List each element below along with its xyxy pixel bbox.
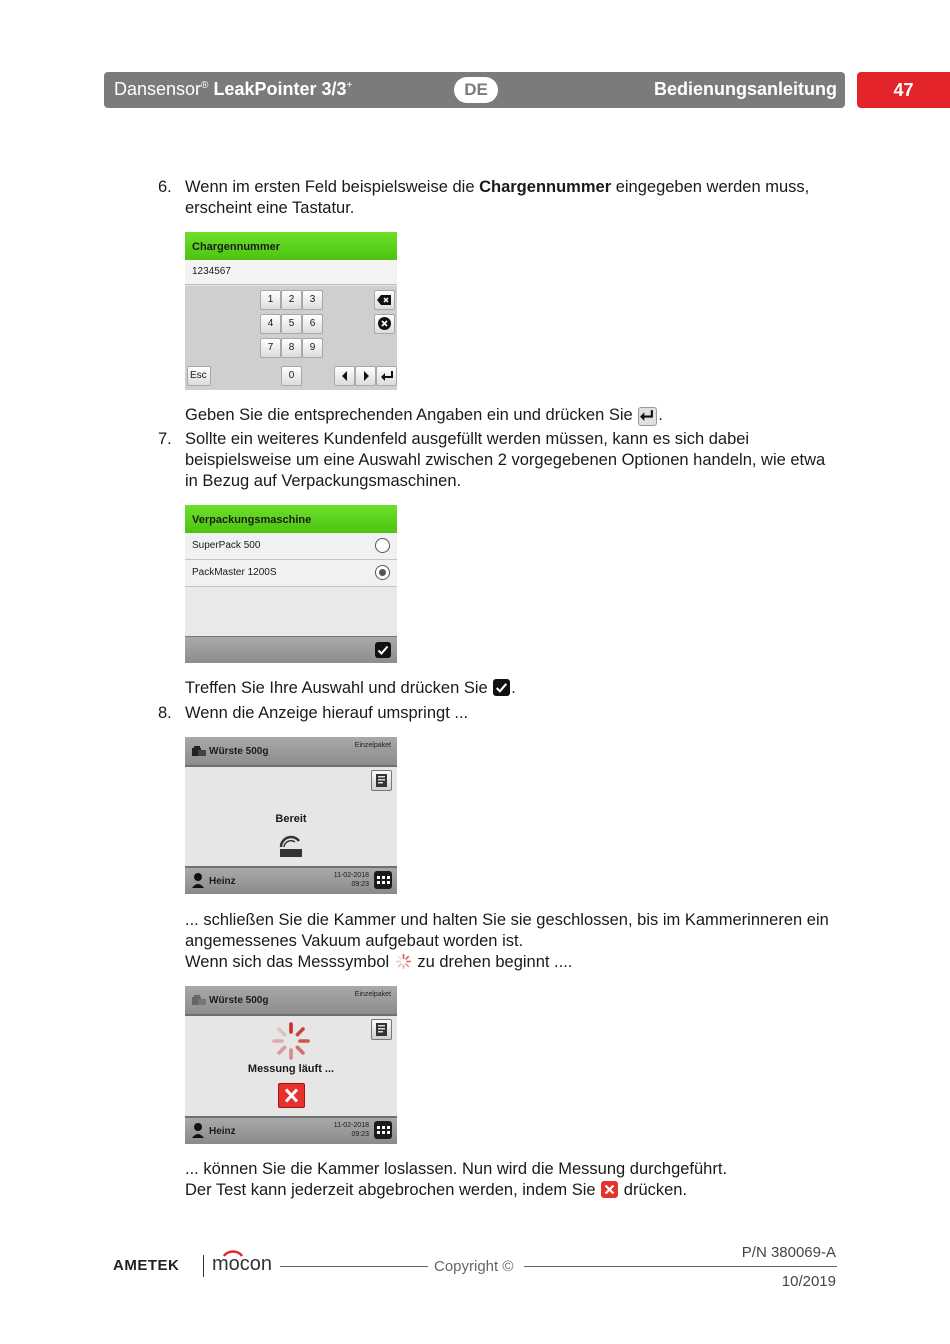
step-6-text-a: Wenn im ersten Feld beispielsweise die bbox=[185, 178, 480, 196]
step-8-after-3b: zu drehen beginnt .... bbox=[412, 953, 573, 971]
cancel-button[interactable] bbox=[278, 1083, 305, 1108]
datetime bbox=[334, 871, 369, 889]
spinner-icon bbox=[271, 1021, 311, 1061]
step-6-bold: Chargennummer bbox=[479, 178, 612, 196]
measuring-screen bbox=[185, 986, 397, 1144]
mocon-arc-icon bbox=[222, 1247, 244, 1257]
step-7-after bbox=[185, 678, 835, 699]
key-8[interactable]: 8 bbox=[281, 338, 302, 358]
step-8-after bbox=[185, 910, 835, 973]
datetime bbox=[334, 1121, 369, 1139]
keyboard-screen bbox=[185, 232, 397, 390]
selection-title: Verpackungsmaschine bbox=[185, 505, 397, 533]
cursor-left-key[interactable] bbox=[334, 366, 355, 386]
enter-icon bbox=[380, 370, 394, 382]
spinner-inline-icon bbox=[395, 953, 412, 970]
package-icon bbox=[191, 745, 207, 757]
status-header bbox=[185, 986, 397, 1016]
step-7-line-3: in Bezug auf Verpackungsmaschinen. bbox=[185, 472, 462, 490]
results-button[interactable] bbox=[371, 770, 392, 791]
ready-screen bbox=[185, 737, 397, 894]
step-6-after bbox=[185, 405, 835, 426]
registered-mark: ® bbox=[201, 80, 209, 91]
document-title: Bedienungsanleitung bbox=[653, 79, 837, 99]
selection-screen bbox=[185, 505, 397, 663]
status-header bbox=[185, 737, 397, 767]
mocon-text: mocon bbox=[212, 1253, 273, 1275]
clear-key[interactable] bbox=[374, 314, 395, 334]
checkmark-inline-icon bbox=[493, 679, 510, 696]
user-icon bbox=[191, 1122, 205, 1138]
arrow-right-icon bbox=[361, 370, 371, 382]
key-7[interactable]: 7 bbox=[260, 338, 281, 358]
step-8-after-2: angemessenes Vakuum aufgebaut worden ist. bbox=[185, 932, 524, 950]
step-6-text-c: erscheint eine Tastatur. bbox=[185, 199, 355, 217]
user-icon bbox=[191, 872, 205, 888]
cursor-right-key[interactable] bbox=[355, 366, 376, 386]
user-name: Heinz bbox=[209, 876, 236, 887]
enter-key[interactable] bbox=[376, 366, 397, 386]
step-7-after-b: . bbox=[511, 679, 516, 697]
option-label: PackMaster 1200S bbox=[192, 567, 277, 578]
document-icon bbox=[372, 1020, 391, 1039]
arrow-left-icon bbox=[340, 370, 350, 382]
time-text: 09:23 bbox=[351, 1131, 369, 1138]
status-text: Messung läuft ... bbox=[247, 1063, 335, 1075]
checkmark-icon bbox=[375, 642, 391, 658]
esc-key[interactable]: Esc bbox=[187, 366, 211, 386]
step-8-text: Wenn die Anzeige hierauf umspringt ... bbox=[185, 704, 469, 722]
close-icon bbox=[279, 1084, 304, 1107]
results-button[interactable] bbox=[371, 1019, 392, 1040]
step-7-line-2: beispielsweise um eine Auswahl zwischen 2 vorgegebenen Optionen handeln, wie etwa bbox=[185, 451, 826, 469]
date-text: 11-02-2018 bbox=[333, 872, 369, 879]
part-number: P/N 380069-A bbox=[741, 1244, 836, 1261]
key-3[interactable]: 3 bbox=[302, 290, 323, 310]
product-name: Würste 500g bbox=[209, 995, 269, 1006]
key-5[interactable]: 5 bbox=[281, 314, 302, 334]
time-text: 09:23 bbox=[351, 881, 369, 888]
copyright-text: Copyright © bbox=[434, 1258, 514, 1275]
radio-button-selected[interactable] bbox=[375, 565, 390, 580]
product-name: Würste 500g bbox=[209, 746, 269, 757]
brand-name: Dansensor bbox=[114, 79, 202, 99]
keypad bbox=[185, 286, 397, 390]
option-row[interactable] bbox=[185, 533, 397, 560]
key-9[interactable]: 9 bbox=[302, 338, 323, 358]
status-footer bbox=[185, 1116, 397, 1144]
step-7-number: 7. bbox=[158, 430, 172, 448]
cancel-inline-icon bbox=[601, 1181, 618, 1198]
page-number: 47 bbox=[857, 72, 950, 108]
enter-inline-icon bbox=[638, 407, 657, 426]
key-2[interactable]: 2 bbox=[281, 290, 302, 310]
final-line-1: ... können Sie die Kammer loslassen. Nun wird die Messung durchgeführt. bbox=[185, 1160, 728, 1178]
logo-divider bbox=[203, 1255, 204, 1277]
header-product bbox=[114, 79, 352, 100]
field-title: Chargennummer bbox=[185, 232, 397, 260]
status-text: Bereit bbox=[275, 813, 307, 825]
final-line-2b: drücken. bbox=[619, 1181, 688, 1199]
document-icon bbox=[372, 771, 391, 790]
footer-rule-right bbox=[524, 1266, 837, 1267]
option-label: SuperPack 500 bbox=[192, 540, 261, 551]
option-row[interactable] bbox=[185, 560, 397, 587]
step-6-after-b: . bbox=[658, 406, 663, 424]
status-footer bbox=[185, 866, 397, 894]
step-8-after-1: ... schließen Sie die Kammer und halten Sie sie geschlossen, bis im Kammerinneren ein bbox=[185, 911, 829, 929]
header-bar bbox=[104, 72, 845, 108]
doc-date: 10/2019 bbox=[781, 1273, 836, 1290]
clear-icon bbox=[377, 316, 392, 331]
step-7-after-a: Treffen Sie Ihre Auswahl und drücken Sie bbox=[185, 679, 493, 697]
step-8-after-3a: Wenn sich das Messsymbol bbox=[185, 953, 394, 971]
key-6[interactable]: 6 bbox=[302, 314, 323, 334]
product-plus: + bbox=[346, 80, 353, 91]
key-0[interactable]: 0 bbox=[281, 366, 302, 386]
selection-footer bbox=[185, 636, 397, 663]
menu-button[interactable] bbox=[374, 871, 392, 889]
menu-button[interactable] bbox=[374, 1121, 392, 1139]
step-7-text bbox=[185, 429, 835, 492]
field-value-input[interactable]: 1234567 bbox=[185, 260, 397, 285]
step-8-number: 8. bbox=[158, 704, 172, 722]
package-icon bbox=[191, 994, 207, 1006]
step-6-text bbox=[185, 177, 835, 219]
product-name: LeakPointer 3/3 bbox=[213, 79, 347, 99]
step-6-number: 6. bbox=[158, 178, 172, 196]
final-text bbox=[185, 1159, 835, 1201]
key-4[interactable]: 4 bbox=[260, 314, 281, 334]
radio-button[interactable] bbox=[375, 538, 390, 553]
confirm-button[interactable] bbox=[375, 642, 391, 658]
step-6-text-b: eingegeben werden muss, bbox=[611, 178, 810, 196]
backspace-key[interactable] bbox=[374, 290, 395, 310]
chamber-icon bbox=[278, 833, 304, 859]
step-7-line-1: Sollte ein weiteres Kundenfeld ausgefüllt werden müssen, kann es sich dabei bbox=[185, 430, 750, 448]
user-name: Heinz bbox=[209, 1126, 236, 1137]
step-6-after-a: Geben Sie die entsprechenden Angaben ein und drücken Sie bbox=[185, 406, 638, 424]
language-badge: DE bbox=[454, 77, 498, 103]
test-mode: Einzelpaket bbox=[354, 742, 391, 749]
backspace-icon bbox=[376, 293, 393, 307]
test-mode: Einzelpaket bbox=[354, 991, 391, 998]
date-text: 11-02-2018 bbox=[333, 1122, 369, 1129]
ametek-logo: AMETEK bbox=[113, 1257, 180, 1274]
final-line-2a: Der Test kann jederzeit abgebrochen werden, indem Sie bbox=[185, 1181, 601, 1199]
footer-rule-left bbox=[280, 1266, 428, 1267]
key-1[interactable]: 1 bbox=[260, 290, 281, 310]
